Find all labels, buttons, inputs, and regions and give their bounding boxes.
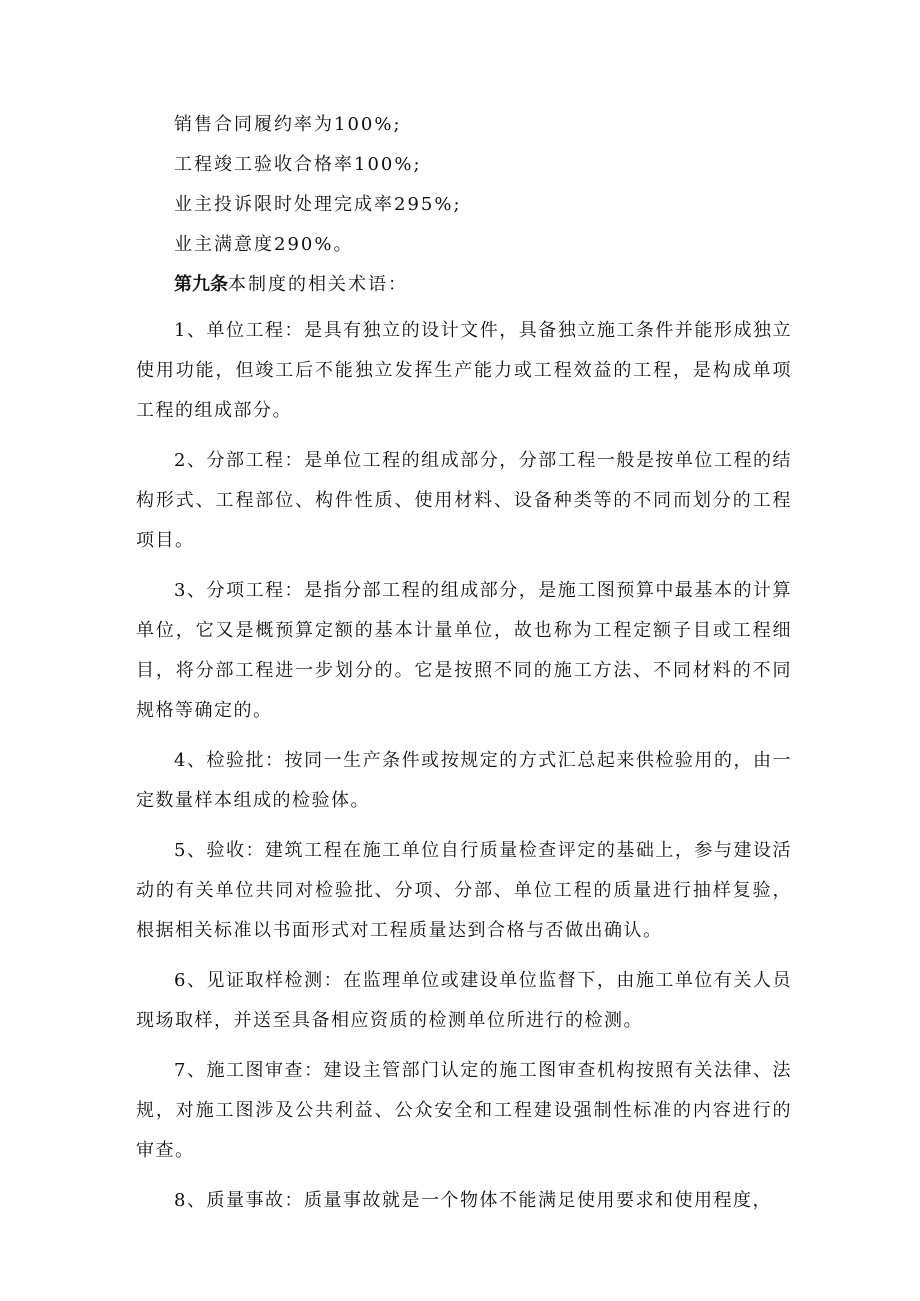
article-9-heading [136, 265, 792, 305]
term-quality-accident: 8、质量事故：质量事故就是一个物体不能满足使用要求和使用程度， [174, 1190, 772, 1211]
article-9-text: 本制度的相关术语： [228, 274, 408, 295]
term-division-project: 2、分部工程：是单位工程的组成部分，分部工程一般是按单位工程的结构形式、工程部位、构件性质、使用材料、设备种类等的不同而划分的工程项目。 [136, 450, 792, 551]
term-witness-sampling: 6、见证取样检测：在监理单位或建设单位监督下，由施工单位有关人员现场取样，并送至具备相应资质的检测单位所进行的检测。 [136, 970, 792, 1031]
metric-acceptance-rate: 工程竣工验收合格率100%; [174, 154, 422, 175]
term-drawing-review: 7、施工图审查：建设主管部门认定的施工图审查机构按照有关法律、法规，对施工图涉及公共利益、公众安全和工程建设强制性标准的内容进行的审查。 [136, 1060, 792, 1161]
metric-complaint-handling: 业主投诉限时处理完成率295%; [174, 194, 462, 215]
term-inspection-lot: 4、检验批：按同一生产条件或按规定的方式汇总起来供检验用的，由一定数量样本组成的检验体。 [136, 750, 792, 811]
metric-owner-satisfaction: 业主满意度290%。 [174, 234, 354, 255]
term-acceptance: 5、验收：建筑工程在施工单位自行质量检查评定的基础上，参与建设活动的有关单位共同对检验批、分项、分部、单位工程的质量进行抽样复验，根据相关标准以书面形式对工程质量达到合格与否做出确认。 [136, 840, 792, 941]
metric-sales-contract: 销售合同履约率为100%; [174, 114, 402, 135]
term-unit-project: 1、单位工程：是具有独立的设计文件，具备独立施工条件并能形成独立使用功能，但竣工后不能独立发挥生产能力或工程效益的工程，是构成单项工程的组成部分。 [136, 320, 792, 421]
article-9-lead: 第九条 [174, 274, 228, 295]
term-subitem-project: 3、分项工程：是指分部工程的组成部分，是施工图预算中最基本的计算单位，它又是概预算定额的基本计量单位，故也称为工程定额子目或工程细目，将分部工程进一步划分的。它是按照不同的施工方法、不同材料的不同规格等确定的。 [136, 580, 792, 721]
document-body [136, 105, 792, 1231]
